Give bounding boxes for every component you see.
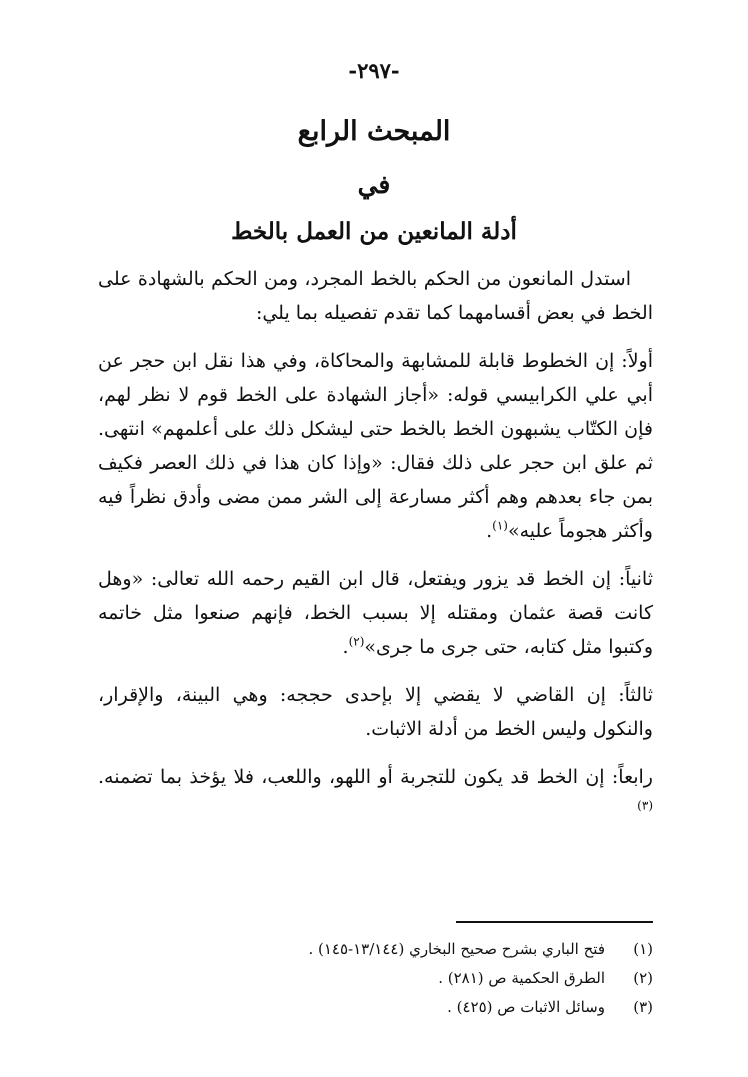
footnote-number: (١) [633,940,653,958]
footnote-number: (٣) [633,998,653,1016]
paragraph-fourth [98,760,653,828]
footnote-item [98,964,653,993]
body-text [98,262,653,842]
footnote-text: الطرق الحكمية ص (٢٨١) . [438,969,605,987]
footnote-text: فتح الباري بشرح صحيح البخاري (١٣/١٤٤-١٤٥) . [308,940,605,958]
footnote-item [98,935,653,964]
paragraph-text: أولاً: إن الخطوط قابلة للمشابهة والمحاكاة، وفي هذا نقل ابن حجر عن أبي علي الكرابيسي قوله: «أجاز الشهادة على الخط قوم لا نظر لهم، فإن الكتّاب يشبهون الخط بالخط حتى ليشكل ذلك على أعلمهم» انتهى. ثم علق ابن حجر على ذلك فقال: «وإذا كان هذا في ذلك العصر فكيف بمن جاء بعدهم وهم أكثر مسارعة إلى الشر ممن مضى وأدق نظراً فيه وأكثر هجوماً عليه» [98,350,653,542]
paragraph-intro [98,262,653,330]
section-subtitle: أدلة المانعين من العمل بالخط [231,218,517,245]
paragraph-text: رابعاً: إن الخط قد يكون للتجربة أو اللهو، واللعب، فلا يؤخذ بما تضمنه. [98,766,653,788]
section-title: المبحث الرابع [297,116,451,147]
page-number: -٢٩٧- [348,58,400,83]
footnote-item [98,993,653,1022]
paragraph-text: ثالثاً: إن القاضي لا يقضي إلا بإحدى حججه: وهي البينة، والإقرار، والنكول وليس الخط من أدلة الاثبات. [98,684,653,740]
footnotes [98,935,653,1022]
footnote-ref: (٣) [637,798,653,813]
paragraph-second: ثانياً: إن الخط قد يزور ويفتعل، قال ابن القيم رحمه الله تعالى: «وهل كانت قصة عثمان ومقتله إلا بسبب الخط، فإنهم صنعوا مثل خاتمه وكتبوا مثل كتابه، حتى جرى ما جرى»$^{(٢)}$. [98,568,653,658]
footnote-ref: (١) [492,518,508,533]
footnote-divider [456,921,653,923]
paragraph-text: ثانياً: إن الخط قد يزور ويفتعل، قال ابن القيم رحمه الله تعالى: «وهل كانت قصة عثمان ومقتله إلا بسبب الخط، فإنهم صنعوا مثل خاتمه وكتبوا مثل كتابه، حتى جرى ما جرى» [98,568,653,658]
paragraph-first: أولاً: إن الخطوط قابلة للمشابهة والمحاكاة، وفي هذا نقل ابن حجر عن أبي علي الكرابيسي قوله: «أجاز الشهادة على الخط قوم لا نظر لهم، فإن الكتّاب يشبهون الخط بالخط حتى ليشكل ذلك على أعلمهم» انتهى. ثم علق ابن حجر على ذلك فقال: «وإذا كان هذا في ذلك العصر فكيف بمن جاء بعدهم وهم أكثر مسارعة إلى الشر ممن مضى وأدق نظراً فيه وأكثر هجوماً عليه»$^{(١)}$. [98,350,653,542]
footnote-text: وسائل الاثبات ص (٤٢٥) . [447,998,605,1016]
footnote-number: (٢) [633,969,653,987]
footnote-ref: (٢) [348,634,365,649]
paragraph-text: استدل المانعون من الحكم بالخط المجرد، ومن الحكم بالشهادة على الخط في بعض أقسامهما كما تقدم تفصيله بما يلي: [98,268,653,324]
paragraph-third [98,678,653,746]
section-connector: في [357,170,391,199]
